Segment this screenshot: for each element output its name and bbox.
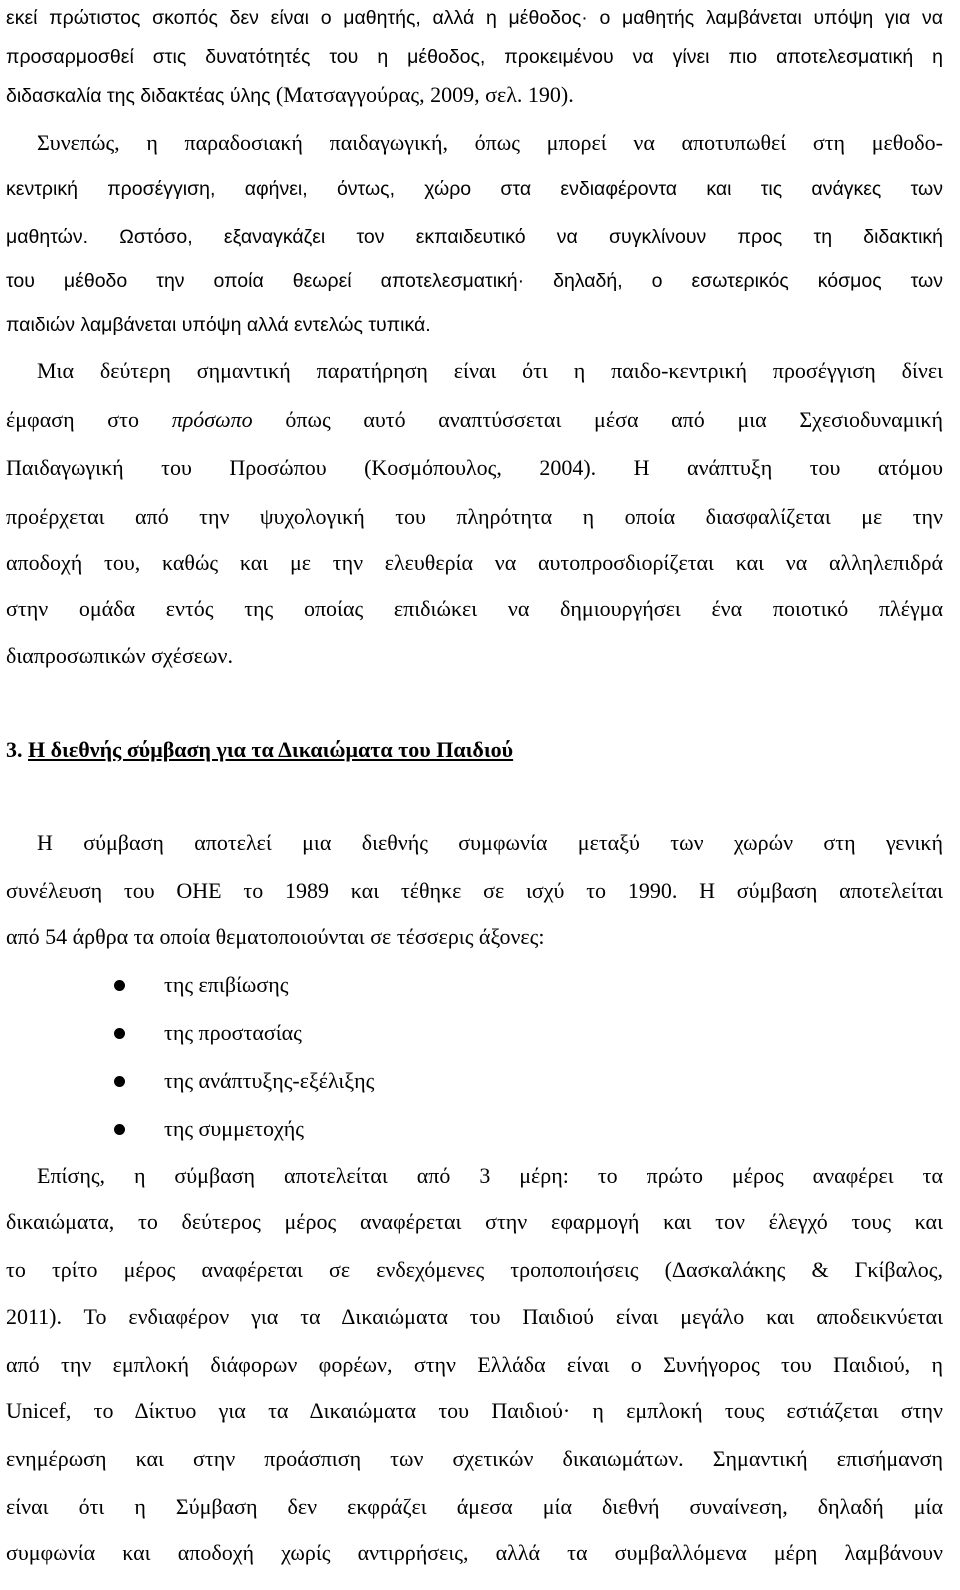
text-line bbox=[6, 80, 943, 112]
list-item-label: της επιβίωσης bbox=[164, 972, 289, 997]
text-line: συμφωνία και αποδοχή χωρίς αντιρρήσεις, αλλά τα συμβαλλόμενα μέρη λαμβάνουν bbox=[6, 1540, 943, 1565]
text-line: παιδιών λαμβάνεται υπόψη αλλά εντελώς τυπικά. bbox=[6, 314, 431, 336]
citation: (Ματσαγγούρας, 2009, σελ. 190). bbox=[275, 82, 574, 107]
text-line: Επίσης, η σύμβαση αποτελείται από 3 μέρη: το πρώτο μέρος αναφέρει τα bbox=[37, 1163, 943, 1188]
text-line: εκεί πρώτιστος σκοπός δεν είναι ο μαθητής, αλλά η μέθοδος· ο μαθητής λαμβάνεται υπόψη για να bbox=[6, 7, 943, 29]
text-line: Η σύμβαση αποτελεί μια διεθνής συμφωνία μεταξύ των χωρών στη γενική bbox=[37, 830, 943, 855]
text-line: δικαιώματα, το δεύτερος μέρος αναφέρεται στην εφαρμογή και τον έλεγχό τους και bbox=[6, 1209, 943, 1234]
text-line: Συνεπώς, η παραδοσιακή παιδαγωγική, όπως μπορεί να αποτυπωθεί στη μεθοδο- bbox=[37, 130, 943, 155]
text-line: από 54 άρθρα τα οποία θεματοποιούνται σε τέσσερις άξονες: bbox=[6, 924, 545, 949]
section-heading bbox=[6, 735, 513, 765]
text-line: από την εμπλοκή διάφορων φορέων, στην Ελλάδα είναι ο Συνήγορος του Παιδιού, η bbox=[6, 1352, 943, 1377]
text-line: ενημέρωση και στην προάσπιση των σχετικών δικαιωμάτων. Σημαντική επισήμανση bbox=[6, 1446, 943, 1471]
text-line: του μέθοδο την οποία θεωρεί αποτελεσματική· δηλαδή, ο εσωτερικός κόσμος των bbox=[6, 270, 943, 292]
text-span: έμφαση στο bbox=[6, 407, 172, 432]
list-item bbox=[0, 1018, 940, 1050]
list-item bbox=[0, 1114, 940, 1146]
text-line: Unicef, το Δίκτυο για τα Δικαιώματα του Παιδιού· η εμπλοκή τους εστιάζεται στην bbox=[6, 1398, 943, 1423]
section-title: Η διεθνής σύμβαση για τα Δικαιώματα του Παιδιού bbox=[28, 737, 514, 762]
text-line: Παιδαγωγική του Προσώπου (Κοσμόπουλος, 2004). Η ανάπτυξη του ατόμου bbox=[6, 455, 943, 480]
list-item-label: της προστασίας bbox=[164, 1020, 302, 1045]
list-item bbox=[0, 1066, 940, 1098]
bullet-icon bbox=[114, 1076, 125, 1087]
list-item-label: της συμμετοχής bbox=[164, 1116, 304, 1141]
text-line: είναι ότι η Σύμβαση δεν εκφράζει άμεσα μία διεθνή συναίνεση, δηλαδή μία bbox=[6, 1494, 943, 1519]
section-number: 3. bbox=[6, 737, 23, 762]
text-line: προσαρμοσθεί στις δυνατότητές του η μέθοδος, προκειμένου να γίνει πιο αποτελεσματική η bbox=[6, 46, 943, 68]
emphasis: πρόσωπο bbox=[171, 407, 253, 432]
text-line: Μια δεύτερη σημαντική παρατήρηση είναι ότι η παιδο-κεντρική προσέγγιση δίνει bbox=[37, 358, 943, 383]
text-line: 2011). Το ενδιαφέρον για τα Δικαιώματα του Παιδιού είναι μεγάλο και αποδεικνύεται bbox=[6, 1304, 943, 1329]
text-line: προέρχεται από την ψυχολογική του πληρότητα η οποία διασφαλίζεται με την bbox=[6, 504, 943, 529]
text-span: όπως αυτό αναπτύσσεται μέσα από μια Σχεσιοδυναμική bbox=[252, 407, 943, 432]
list-item bbox=[0, 970, 940, 1002]
list-item-label: της ανάπτυξης-εξέλιξης bbox=[164, 1068, 375, 1093]
text-line: στην ομάδα εντός της οποίας επιδιώκει να δημιουργήσει ένα ποιοτικό πλέγμα bbox=[6, 596, 943, 621]
text-line: συνέλευση του ΟΗΕ το 1989 και τέθηκε σε ισχύ το 1990. Η σύμβαση αποτελείται bbox=[6, 878, 943, 903]
text-line: διαπροσωπικών σχέσεων. bbox=[6, 643, 233, 668]
text-line: μαθητών. Ωστόσο, εξαναγκάζει τον εκπαιδευτικό να συγκλίνουν προς τη διδακτική bbox=[6, 226, 943, 248]
text-line bbox=[6, 405, 943, 437]
text-line: αποδοχή του, καθώς και με την ελευθερία να αυτοπροσδιορίζεται και να αλληλεπιδρά bbox=[6, 550, 943, 575]
bullet-icon bbox=[114, 980, 125, 991]
bullet-icon bbox=[114, 1028, 125, 1039]
text-line: κεντρική προσέγγιση, αφήνει, όντως, χώρο στα ενδιαφέροντα και τις ανάγκες των bbox=[6, 178, 943, 200]
text-line: το τρίτο μέρος αναφέρεται σε ενδεχόμενες τροποποιήσεις (Δασκαλάκης & Γκίβαλος, bbox=[6, 1257, 943, 1282]
bullet-icon bbox=[114, 1124, 125, 1135]
text-span: διδασκαλία της διδακτέας ύλης bbox=[6, 85, 276, 107]
